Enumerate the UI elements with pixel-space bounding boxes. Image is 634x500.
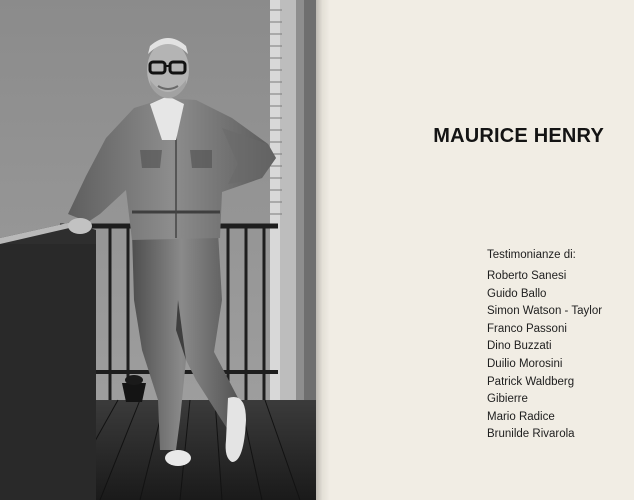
contributor-name: Dino Buzzati bbox=[487, 340, 552, 353]
credits-heading: Testimonianze di: bbox=[487, 249, 576, 261]
contributor-name: Brunilde Rivarola bbox=[487, 428, 575, 441]
title-page bbox=[316, 0, 634, 500]
contributor-name: Gibierre bbox=[487, 393, 528, 406]
contributor-name: Patrick Waldberg bbox=[487, 375, 575, 388]
contributor-name: Franco Passoni bbox=[487, 322, 567, 335]
portrait-photo bbox=[0, 0, 316, 500]
contributor-name: Mario Radice bbox=[487, 410, 555, 423]
contributor-name: Duilio Morosini bbox=[487, 357, 563, 370]
flower-pot bbox=[122, 383, 146, 402]
contributor-name: Roberto Sanesi bbox=[487, 270, 567, 282]
contributor-name: Simon Watson - Taylor bbox=[487, 305, 603, 318]
book-title: MAURICE HENRY bbox=[433, 125, 604, 147]
contributor-list bbox=[487, 268, 602, 444]
page-gutter-shadow bbox=[316, 0, 330, 500]
contributor-name: Guido Ballo bbox=[487, 287, 547, 300]
